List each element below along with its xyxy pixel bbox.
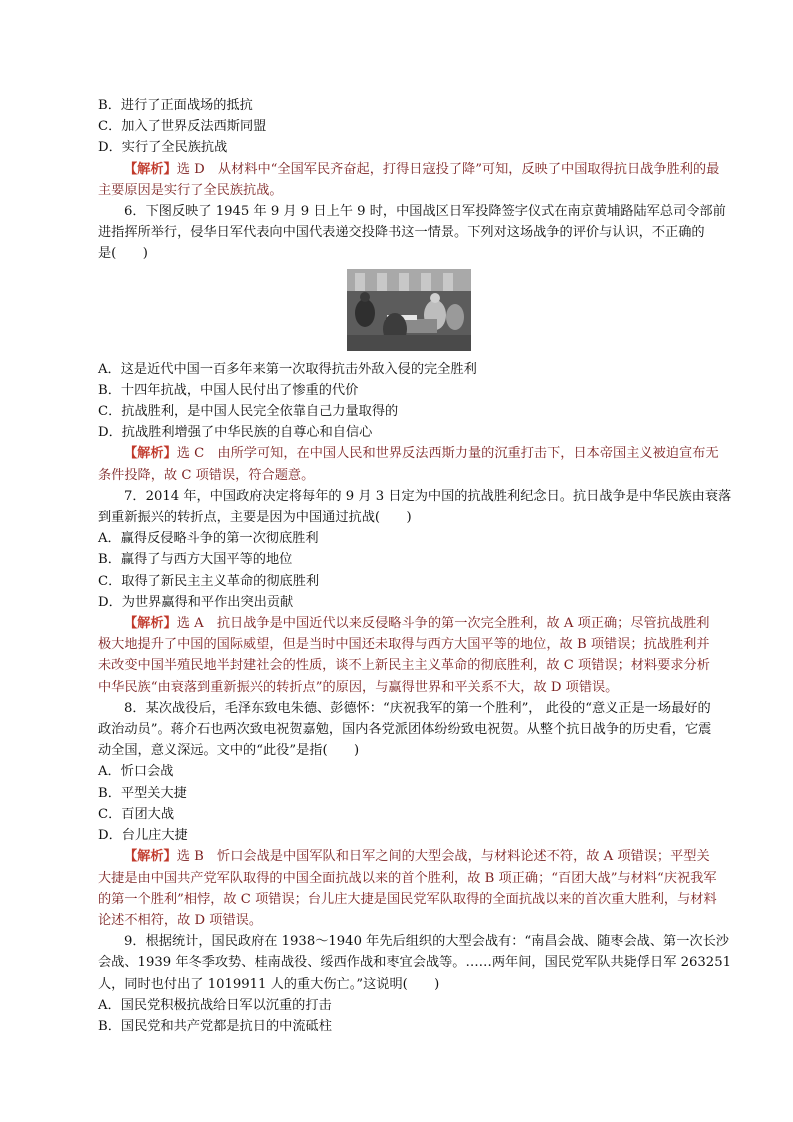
question-line: 7．2014 年，中国政府决定将每年的 9 月 3 日定为中国的抗战胜利纪念日。抗日战争是中华民族由衰落 xyxy=(124,488,732,504)
analysis-text: 极大地提升了中国的国际威望，但是当时中国还未取得与西方大国平等的地位，故 B 项错误；抗战胜利并 xyxy=(98,637,710,653)
analysis-text: 选 C 由所学可知，在中国人民和世界反法西斯力量的沉重打击下，日本帝国主义被迫宣布无 xyxy=(176,446,719,462)
question-line: 到重新振兴的转折点，主要是因为中国通过抗战( ) xyxy=(98,510,412,526)
answer-option: A．这是近代中国一百多年来第一次取得抗击外敌入侵的完全胜利 xyxy=(98,361,477,377)
analysis-line xyxy=(98,180,728,201)
answer-option: C．抗战胜利，是中国人民完全依靠自己力量取得的 xyxy=(98,404,399,420)
analysis-text: 选 B 忻口会战是中国军队和日军之间的大型会战，与材料论述不符，故 A 项错误；平型关 xyxy=(176,849,710,865)
answer-option: C．加入了世界反法西斯同盟 xyxy=(98,119,267,135)
answer-option: A．国民党积极抗战给日军以沉重的打击 xyxy=(98,997,332,1013)
figure-container xyxy=(98,269,728,357)
analysis-line xyxy=(98,910,728,931)
question-stem xyxy=(98,201,728,265)
analysis-text: 论述不相符，故 D 项错误。 xyxy=(98,912,263,928)
answer-option: C．百团大战 xyxy=(98,806,175,822)
analysis-text: 大捷是由中国共产党军队取得的中国全面抗战以来的首个胜利，故 B 项正确；“百团大战”与材料“庆祝我军 xyxy=(98,870,717,886)
question-line: 政治动员”。蒋介石也两次致电祝贺嘉勉，国内各党派团体纷纷致电祝贺。从整个抗日战争的历史看，它震 xyxy=(98,722,712,738)
analysis-text: 选 D 从材料中“全国军民齐奋起，打得日寇投了降”可知，反映了中国取得抗日战争胜利的最 xyxy=(176,161,720,177)
analysis-text: 的第一个胜利”相悖，故 C 项错误；台儿庄大捷是国民党军队取得的全面抗战以来的首次重大胜利，与材料 xyxy=(98,891,717,907)
analysis-line xyxy=(98,677,728,698)
analysis-block xyxy=(98,443,728,485)
answer-option: D．抗战胜利增强了中华民族的自尊心和自信心 xyxy=(98,425,373,441)
photo-illustration xyxy=(347,269,471,351)
analysis-line xyxy=(98,889,728,910)
analysis-tag: 【解析】 xyxy=(124,446,177,462)
answer-option: D．台儿庄大捷 xyxy=(98,828,188,844)
question-stem xyxy=(98,931,731,995)
question-line: 是( ) xyxy=(98,246,148,262)
question-line: 9．根据统计，国民政府在 1938～1940 年先后组织的大型会战有：“南昌会战、随枣会战、第一次长沙 xyxy=(124,934,729,950)
answer-option: B．赢得了与西方大国平等的地位 xyxy=(98,552,293,568)
question-line: 8．某次战役后，毛泽东致电朱德、彭德怀：“庆祝我军的第一个胜利”， 此役的“意义正是一场最好的 xyxy=(124,700,711,716)
question-line: 动全国，意义深远。文中的“此役”是指( ) xyxy=(98,743,360,759)
analysis-line xyxy=(98,634,728,655)
analysis-block xyxy=(98,613,728,698)
answer-option: D．实行了全民族抗战 xyxy=(98,140,228,156)
question-stem xyxy=(98,486,732,528)
analysis-block xyxy=(98,159,728,201)
analysis-line xyxy=(98,655,728,676)
analysis-block xyxy=(98,846,728,931)
analysis-line xyxy=(98,443,728,464)
analysis-text: 选 A 抗日战争是中国近代以来反侵略斗争的第一次完全胜利，故 A 项正确；尽管抗战胜利 xyxy=(176,616,710,632)
answer-option: D．为世界赢得和平作出突出贡献 xyxy=(98,594,294,610)
surrender-ceremony-photo xyxy=(347,269,471,351)
analysis-text: 中华民族“由衰落到重新振兴的转折点”的原因，与赢得世界和平关系不大，故 D 项错误。 xyxy=(98,679,619,695)
analysis-line xyxy=(98,159,728,180)
answer-option: B．十四年抗战，中国人民付出了惨重的代价 xyxy=(98,382,359,398)
analysis-text: 条件投降，故 C 项错误，符合题意。 xyxy=(98,467,315,483)
analysis-line xyxy=(98,846,728,867)
document-page xyxy=(98,95,732,1037)
analysis-text: 未改变中国半殖民地半封建社会的性质，谈不上新民主主义革命的彻底胜利，故 C 项错误；材料要求分析 xyxy=(98,658,710,674)
answer-option: A．赢得反侵略斗争的第一次彻底胜利 xyxy=(98,531,319,547)
analysis-text: 主要原因是实行了全民族抗战。 xyxy=(98,182,283,198)
question-line: 6．下图反映了 1945 年 9 月 9 日上午 9 时，中国战区日军投降签字仪式在南京黄埔路陆军总司令部前 xyxy=(124,204,726,220)
answer-option: C．取得了新民主主义革命的彻底胜利 xyxy=(98,573,320,589)
question-line: 进指挥所举行，侵华日军代表向中国代表递交投降书这一情景。下列对这场战争的评价与认识，不正确的 xyxy=(98,225,705,241)
answer-option: B．进行了正面战场的抵抗 xyxy=(98,98,253,113)
analysis-line xyxy=(98,868,728,889)
question-line: 会战、1939 年冬季攻势、桂南战役、绥西作战和枣宜会战等。……两年间，国民党军队共毙俘日军 263251 xyxy=(98,955,731,971)
question-stem xyxy=(98,698,728,762)
answer-option: A．忻口会战 xyxy=(98,764,174,780)
analysis-line xyxy=(98,613,728,634)
analysis-tag: 【解析】 xyxy=(124,849,177,865)
analysis-tag: 【解析】 xyxy=(124,616,177,632)
analysis-line xyxy=(98,465,728,486)
question-line: 人，同时也付出了 1019911 人的重大伤亡。”这说明( ) xyxy=(98,976,440,992)
answer-option: B．国民党和共产党都是抗日的中流砥柱 xyxy=(98,1018,332,1034)
answer-option: B．平型关大捷 xyxy=(98,785,187,801)
analysis-tag: 【解析】 xyxy=(124,161,177,177)
